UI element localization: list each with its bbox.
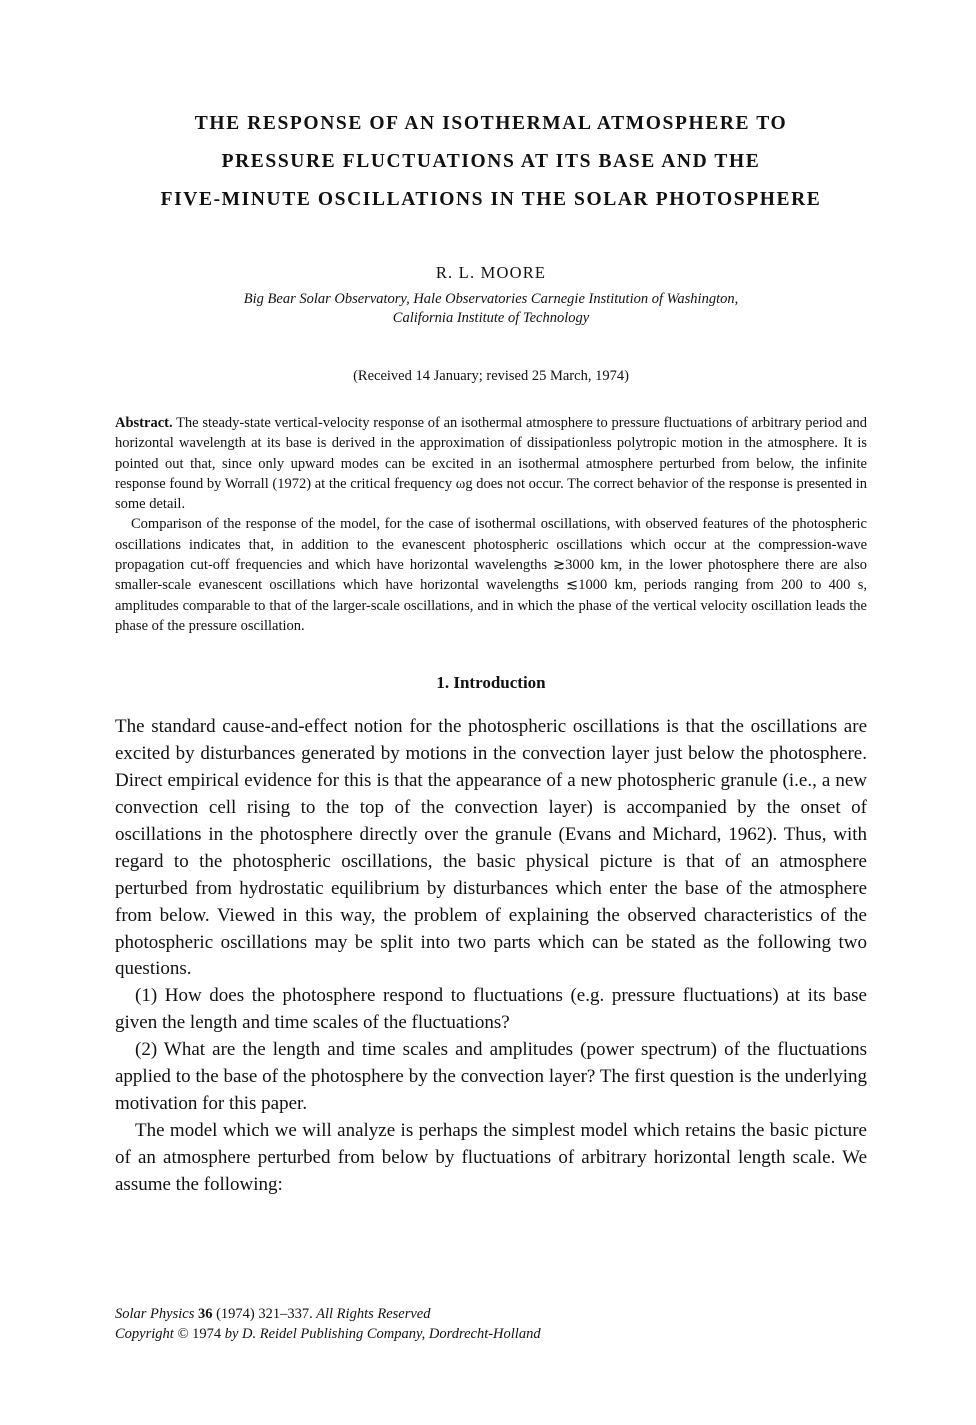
body-paragraph-3: (2) What are the length and time scales and amplitudes (power spectrum) of the fluctuations applied to the base of the photosphere by the convection layer? The first question is the underlying motivation for this paper. [115,1039,867,1114]
abstract-paragraph-1 [115,413,867,514]
copyright-line [115,1324,541,1344]
article-title [115,105,867,219]
rights-statement: All Rights Reserved [316,1306,431,1322]
title-line-1: THE RESPONSE OF AN ISOTHERMAL ATMOSPHERE TO [194,113,788,134]
body-paragraph-4: The model which we will analyze is perhaps the simplest model which retains the basic picture of an atmosphere perturbed from below by fluctuations of arbitrary horizontal length scale. We assume the following: [115,1119,867,1195]
section-heading: 1. Introduction [436,673,546,693]
journal-name: Solar Physics [115,1306,195,1322]
affiliation-line-1: Big Bear Solar Observatory, Hale Observatories Carnegie Institution of Washington, [243,291,739,307]
page-footer [115,1304,541,1344]
copyright-year: 1974 [192,1326,222,1342]
abstract-label: Abstract. [115,415,173,431]
author-name: R. L. MOORE [435,263,547,282]
title-line-2: PRESSURE FLUCTUATIONS AT ITS BASE AND THE [221,151,761,172]
journal-year-pages: (1974) 321–337. [216,1306,313,1322]
copyright-label: Copyright © [115,1326,189,1342]
introduction-body [115,714,867,1198]
title-line-3: FIVE-MINUTE OSCILLATIONS IN THE SOLAR PHOTOSPHERE [160,189,822,210]
abstract [115,413,867,636]
received-dates: (Received 14 January; revised 25 March, 1974) [353,368,629,384]
body-paragraph-1: The standard cause-and-effect notion for the photospheric oscillations is that the oscillations are excited by disturbances generated by motions in the convection layer just below the photosphere. Direct empirical evidence for this is that the appearance of a new photospheric granule (i.e., a new convection cell rising to the top of the convection layer) is accompanied by the onset of oscillations in the photosphere directly over the granule (Evans and Michard, 1962). Thus, with regard to the photospheric oscillations, the basic physical picture is that of an atmosphere perturbed from hydrostatic equilibrium by disturbances which enter the base of the atmosphere from below. Viewed in this way, the problem of explaining the observed characteristics of the photospheric oscillations may be split into two parts which can be stated as the following two questions. [115,716,867,980]
affiliation-line-2: California Institute of Technology [392,310,590,326]
abstract-text-1: The steady-state vertical-velocity response of an isothermal atmosphere to pressure fluctuations of arbitrary period and horizontal wavelength at its base is derived in the approximation of dissipationless polytropic motion in the atmosphere. It is pointed out that, since only upward modes can be excited in an isothermal atmosphere perturbed from below, the infinite response found by Worrall (1972) at the critical frequency ωg does not occur. The correct behavior of the response is presented in some detail. [115,415,867,513]
publisher: by D. Reidel Publishing Company, Dordrecht-Holland [224,1326,541,1342]
abstract-paragraph-2: Comparison of the response of the model, for the case of isothermal oscillations, with observed features of the photospheric oscillations indicates that, in addition to the evanescent photospheric oscillations which occur at the compression-wave propagation cut-off frequencies and which have horizontal wavelengths ≳3000 km, in the lower photosphere there are also smaller-scale evanescent oscillations which have horizontal wavelengths ≲1000 km, periods ranging from 200 to 400 s, amplitudes comparable to that of the larger-scale oscillations, and in which the phase of the vertical velocity oscillation leads the phase of the pressure oscillation. [115,516,867,634]
author-affiliation [115,290,867,328]
journal-volume: 36 [197,1306,213,1322]
body-paragraph-2: (1) How does the photosphere respond to fluctuations (e.g. pressure fluctuations) at its base given the length and time scales of the fluctuations? [115,985,867,1034]
article-page [115,105,867,1199]
journal-citation [115,1304,541,1324]
